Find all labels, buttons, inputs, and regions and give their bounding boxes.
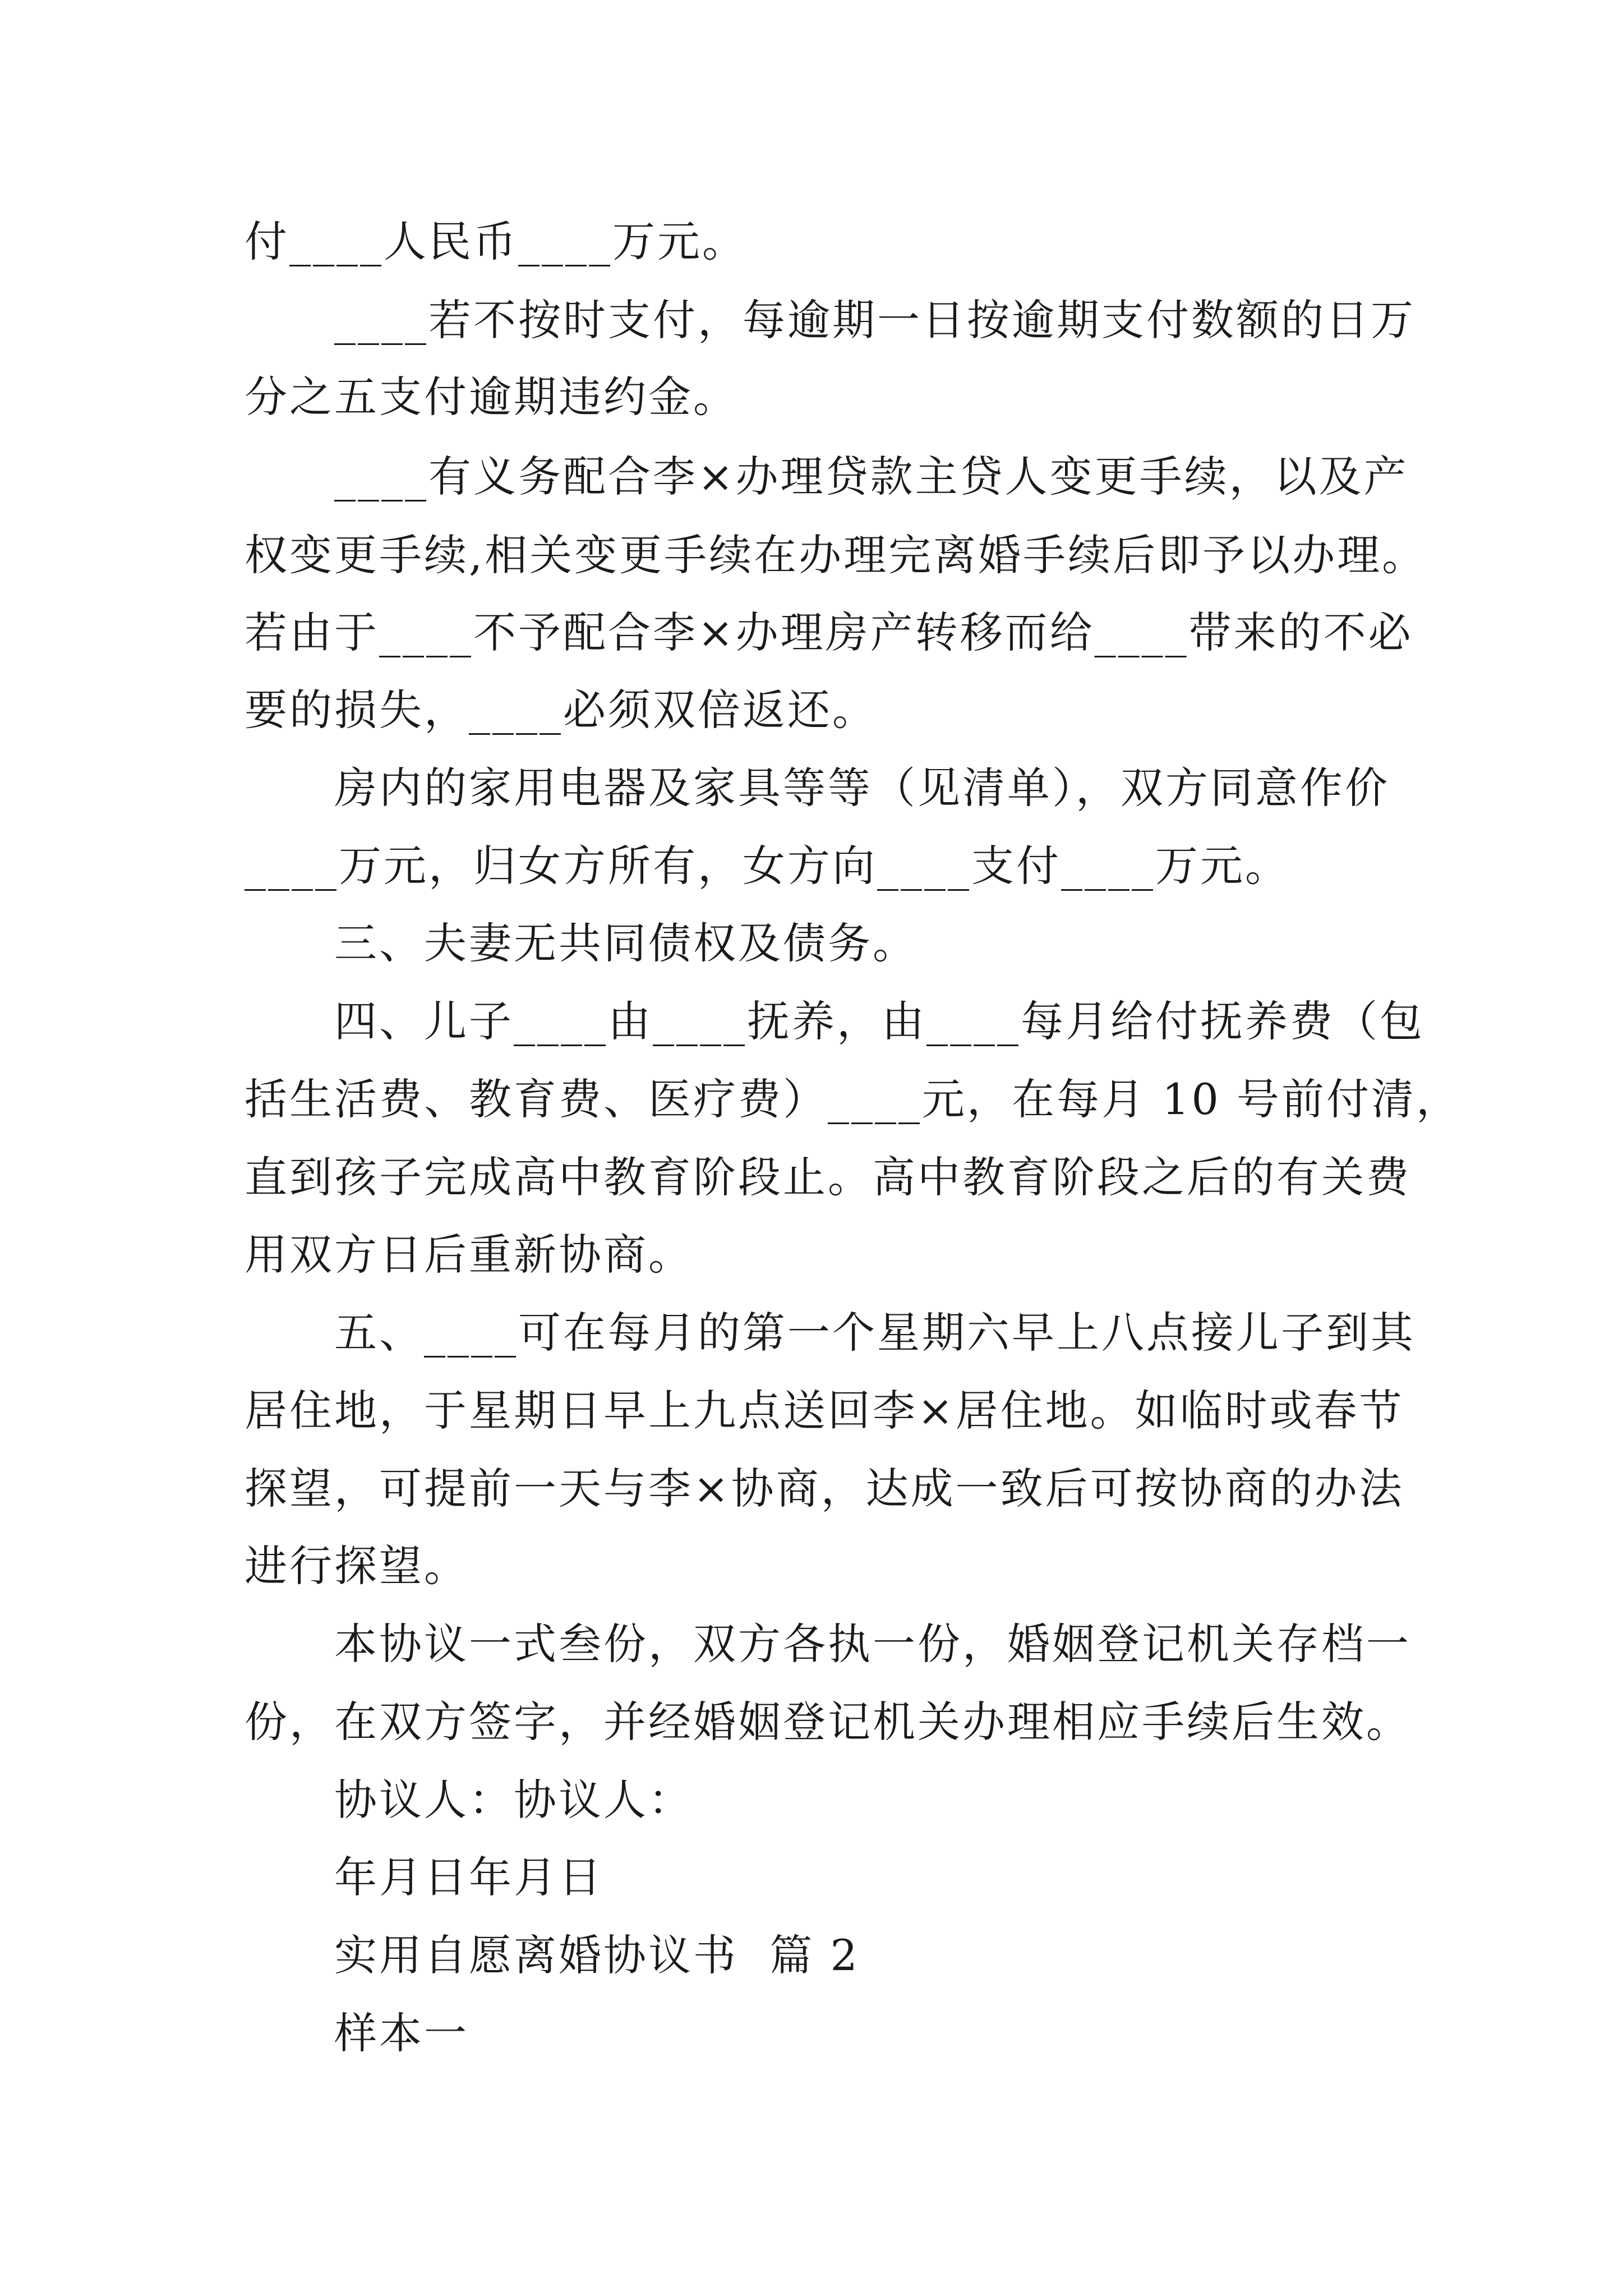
text-line: 直到孩子完成高中教育阶段止。高中教育阶段之后的有关费 (245, 1152, 1411, 1202)
text-line: 探望，可提前一天与李×协商，达成一致后可按协商的办法 (245, 1464, 1404, 1513)
text-line: 份，在双方签字，并经婚姻登记机关办理相应手续后生效。 (245, 1697, 1411, 1747)
text-line: ____万元，归女方所有，女方向____支付____万元。 (245, 841, 1290, 891)
text-line: 若由于____不予配合李×办理房产转移而给____带来的不必 (245, 608, 1413, 657)
text-line: 分之五支付逾期违约金。 (245, 372, 738, 422)
text-line: 要的损失，____必须双倍返还。 (245, 685, 877, 735)
text-line: ____若不按时支付，每逾期一日按逾期支付数额的日万 (334, 295, 1415, 345)
text-line: 协议人：协议人： (334, 1775, 693, 1825)
text-line: 五、____可在每月的第一个星期六早上八点接儿子到其 (334, 1308, 1415, 1358)
text-line: 居住地，于星期日早上九点送回李×居住地。如临时或春节 (245, 1386, 1404, 1435)
text-line: 权变更手续,相关变更手续在办理完离婚手续后即予以办理。 (245, 530, 1427, 580)
text-line: 样本一 (334, 2008, 469, 2058)
text-line: 年月日年月日 (334, 1852, 603, 1902)
text-line: 房内的家用电器及家具等等（见清单），双方同意作价 (334, 763, 1390, 813)
text-line: ____有义务配合李×办理贷款主贷人变更手续，以及产 (334, 452, 1409, 501)
text-line: 实用自愿离婚协议书 篇 2 (334, 1930, 860, 1980)
text-line: 进行探望。 (245, 1541, 469, 1591)
text-line: 三、夫妻无共同债权及债务。 (334, 918, 917, 968)
text-line: 付____人民币____万元。 (245, 217, 747, 266)
text-line: 本协议一式叁份，双方各执一份，婚姻登记机关存档一 (334, 1619, 1411, 1669)
text-line: 用双方日后重新协商。 (245, 1230, 693, 1280)
text-line: 四、儿子____由____抚养，由____每月给付抚养费（包 (334, 996, 1424, 1046)
text-line: 括生活费、教育费、医疗费）____元，在每月 10 号前付清， (245, 1074, 1461, 1124)
